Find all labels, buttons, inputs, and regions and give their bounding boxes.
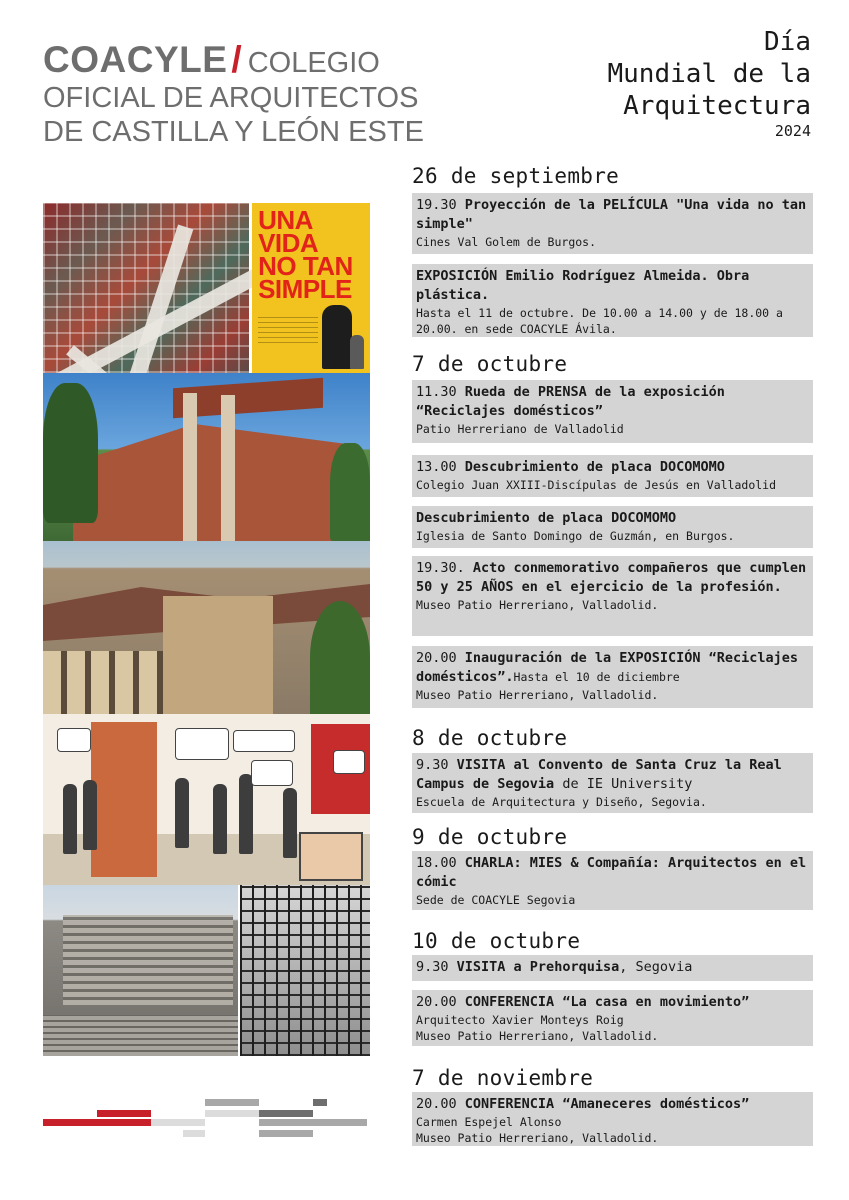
event-detail: Colegio Juan XXIII-Discípulas de Jesús en Valladolid [416, 478, 777, 492]
photo-mosaic-and-poster [43, 203, 370, 373]
event-main: VISITA a Prehorquisa [456, 959, 620, 975]
event-card [412, 646, 813, 708]
poster-child-figure [350, 335, 364, 369]
event-title-line-3: Arquitectura [623, 91, 811, 121]
event-title-line-1: Día [764, 27, 811, 57]
event-time: 20.00 [416, 1096, 457, 1112]
event-time: 13.00 [416, 459, 457, 475]
logo-line1-rest: COLEGIO [247, 47, 380, 79]
event-card [412, 380, 813, 443]
photo-collage [43, 203, 370, 1056]
photo-steel-structure [240, 885, 370, 1056]
event-inline-detail: Hasta el 10 de diciembre [513, 670, 680, 684]
event-card [412, 455, 813, 497]
date-heading: 7 de noviembre [412, 1066, 594, 1090]
event-card [412, 264, 813, 337]
coacyle-logo [43, 39, 424, 149]
event-main-tail: , Segovia [619, 959, 693, 975]
event-detail: Sede de COACYLE Segovia [416, 893, 576, 907]
photo-comic-illustration [43, 714, 370, 885]
event-main: Proyección de la PELÍCULA "Una vida no tan simple" [416, 197, 807, 232]
event-main: Descubrimiento de placa DOCOMOMO [464, 459, 725, 475]
event-card [412, 851, 813, 910]
event-detail: Escuela de Arquitectura y Diseño, Segovia. [416, 795, 707, 809]
event-time: 19.30. [416, 560, 465, 576]
mosaic-image [43, 203, 249, 373]
event-card [412, 990, 813, 1046]
event-card [412, 955, 813, 981]
poster-figure [322, 305, 352, 369]
event-detail: Hasta el 11 de octubre. De 10.00 a 14.00 y de 18.00 a [416, 306, 783, 320]
event-card [412, 506, 813, 548]
logo-line2: OFICIAL DE ARQUITECTOS [43, 82, 419, 114]
event-detail: Museo Patio Herreriano, Valladolid. [416, 688, 659, 702]
event-time: 11.30 [416, 384, 457, 400]
event-detail: Arquitecto Xavier Monteys Roig [416, 1013, 624, 1027]
event-detail: Patio Herreriano de Valladolid [416, 422, 624, 436]
event-main: Inauguración de la EXPOSICIÓN “Reciclajes domésticos”. [416, 650, 799, 685]
date-heading: 26 de septiembre [412, 164, 620, 188]
logo-brand: COACYLE [43, 39, 228, 80]
event-card [412, 1092, 813, 1146]
date-heading: 10 de octubre [412, 929, 581, 953]
event-card [412, 753, 813, 813]
film-poster [252, 203, 370, 373]
event-detail: Museo Patio Herreriano, Valladolid. [416, 598, 659, 612]
logo-line3: DE CASTILLA Y LEÓN ESTE [43, 116, 424, 148]
event-main: EXPOSICIÓN Emilio Rodríguez Almeida. Obra plástica. [416, 268, 750, 303]
event-main: CONFERENCIA “Amaneceres domésticos” [464, 1096, 750, 1112]
event-detail: Carmen Espejel Alonso [416, 1115, 562, 1129]
event-main: CHARLA: MIES & Compañía: Arquitectos en el cómic [416, 855, 807, 890]
event-detail: 20.00. en sede COACYLE Ávila. [416, 322, 617, 336]
poster-credits [258, 313, 318, 343]
event-title-line-2: Mundial de la [607, 59, 811, 89]
decorative-bars [43, 1096, 373, 1138]
event-detail: Cines Val Golem de Burgos. [416, 235, 597, 249]
photo-convent-aerial [43, 541, 370, 714]
event-main: VISITA al Convento de Santa Cruz la Real Campus de Segovia [416, 757, 782, 792]
event-time: 9.30 [416, 959, 449, 975]
date-heading: 8 de octubre [412, 726, 568, 750]
photo-concrete-building [43, 885, 370, 1056]
event-time: 19.30 [416, 197, 457, 213]
event-year: 2024 [774, 122, 811, 140]
event-time: 20.00 [416, 994, 457, 1010]
event-time: 18.00 [416, 855, 457, 871]
poster-title-line-1: UNA [258, 205, 313, 235]
event-card [412, 193, 813, 254]
event-main: Acto conmemorativo compañeros que cumplen 50 y 25 AÑOS en el ejercicio de la profesión. [416, 560, 807, 595]
event-detail: Iglesia de Santo Domingo de Guzmán, en Burgos. [416, 529, 735, 543]
event-detail: Museo Patio Herreriano, Valladolid. [416, 1131, 659, 1145]
poster-title-line-3: NO TAN [258, 251, 353, 281]
event-main: Rueda de PRENSA de la exposición “Reciclajes domésticos” [416, 384, 725, 419]
logo-slash: / [231, 39, 242, 80]
event-card [412, 556, 813, 636]
poster-title-line-4: SIMPLE [258, 274, 352, 304]
event-title [608, 26, 812, 140]
event-main: Descubrimiento de placa DOCOMOMO [416, 510, 677, 526]
poster-title-line-2: VIDA [258, 228, 319, 258]
event-time: 20.00 [416, 650, 457, 666]
date-heading: 7 de octubre [412, 352, 568, 376]
photo-brick-church [43, 373, 370, 541]
event-main-tail: de IE University [562, 776, 693, 792]
event-main: CONFERENCIA “La casa en movimiento” [464, 994, 750, 1010]
event-time: 9.30 [416, 757, 449, 773]
event-detail: Museo Patio Herreriano, Valladolid. [416, 1029, 659, 1043]
date-heading: 9 de octubre [412, 825, 568, 849]
